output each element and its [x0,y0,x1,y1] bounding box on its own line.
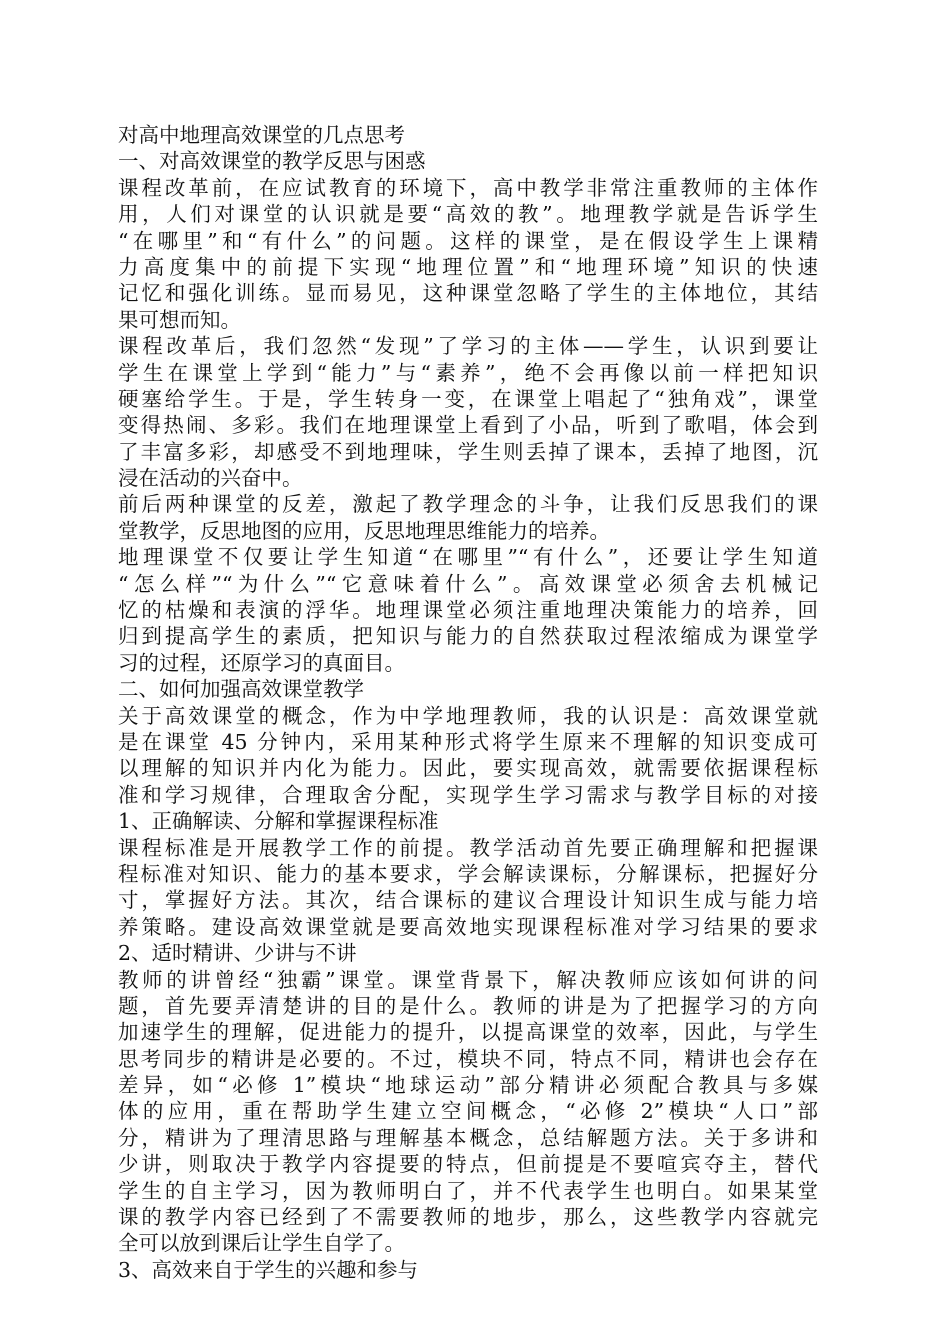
section-heading: 2、适时精讲、少讲与不讲 [118,941,357,966]
body-text-line: 变得热闹、多彩。我们在地理课堂上看到了小品，听到了歌唱，体会到 [118,413,818,438]
body-text-line: 题，首先要弄清楚讲的目的是什么。教师的讲是为了把握学习的方向 [118,993,818,1018]
body-text-line: 体的应用，重在帮助学生建立空间概念，“必修 2”模块“人口”部 [118,1099,818,1124]
body-text-line: 学生的自主学习，因为教师明白了，并不代表学生也明白。如果某堂 [118,1178,818,1203]
body-text-line: 养策略。建设高效课堂就是要高效地实现课程标准对学习结果的要求 [118,914,818,939]
section-heading: 一、对高效课堂的教学反思与困惑 [118,149,426,174]
body-text-line: 思考同步的精讲是必要的。不过，模块不同，特点不同，精讲也会存在 [118,1046,818,1071]
body-text-line: 力高度集中的前提下实现“地理位置”和“地理环境”知识的快速 [118,254,818,279]
document-title: 对高中地理高效课堂的几点思考 [118,123,405,147]
body-text-line: 课程改革前，在应试教育的环境下，高中教学非常注重教师的主体作 [118,175,818,200]
body-text-line: 用，人们对课堂的认识就是要“高效的教”。地理教学就是告诉学生 [118,202,818,227]
body-text-line: 程标准对知识、能力的基本要求，学会解读课标，分解课标，把握好分 [118,861,818,886]
body-text-line: 了丰富多彩，却感受不到地理味，学生则丢掉了课本，丢掉了地图，沉 [118,439,818,464]
body-text-line: 关于高效课堂的概念，作为中学地理教师，我的认识是：高效课堂就 [118,703,818,728]
document-page [118,122,818,1283]
body-text-line: 地理课堂不仅要让学生知道“在哪里”“有什么”，还要让学生知道 [118,545,818,570]
body-text-line: 课的教学内容已经到了不需要教师的地步，那么，这些教学内容就完 [118,1205,818,1230]
body-text-line: “怎么样”“为什么”“它意味着什么”。高效课堂必须舍去机械记 [118,571,818,596]
body-text-line: 归到提高学生的素质，把知识与能力的自然获取过程浓缩成为课堂学 [118,624,818,649]
body-text-line: 硬塞给学生。于是，学生转身一变，在课堂上唱起了“独角戏”，课堂 [118,386,818,411]
body-text-line: 分，精讲为了理清思路与理解基本概念，总结解题方法。关于多讲和 [118,1125,818,1150]
body-text-line: 差异，如“必修 1”模块“地球运动”部分精讲必须配合教具与多媒 [118,1073,818,1098]
body-text-line: 课程标准是开展教学工作的前提。教学活动首先要正确理解和把握课 [118,835,818,860]
body-text-line: 寸，掌握好方法。其次，结合课标的建议合理设计知识生成与能力培 [118,888,818,913]
body-text-line: 前后两种课堂的反差，激起了教学理念的斗争，让我们反思我们的课 [118,492,818,517]
body-text-line: 是在课堂 45 分钟内，采用某种形式将学生原来不理解的知识变成可 [118,729,818,754]
body-text-line: “在哪里”和“有什么”的问题。这样的课堂，是在假设学生上课精 [118,228,818,253]
body-text-line: 教师的讲曾经“独霸”课堂。课堂背景下，解决教师应该如何讲的问 [118,967,818,992]
section-heading: 1、正确解读、分解和掌握课程标准 [118,809,439,834]
section-heading: 3、高效来自于学生的兴趣和参与 [118,1257,419,1282]
body-text-line: 以理解的知识并内化为能力。因此，要实现高效，就需要依据课程标 [118,756,818,781]
body-text-line: 浸在活动的兴奋中。 [118,466,303,491]
body-text-line: 加速学生的理解，促进能力的提升，以提高课堂的效率，因此，与学生 [118,1020,818,1045]
body-text-line: 少讲，则取决于教学内容提要的特点，但前提是不要喧宾夺主，替代 [118,1152,818,1177]
body-text-line: 忆的枯燥和表演的浮华。地理课堂必须注重地理决策能力的培养，回 [118,598,818,623]
body-text-line: 记忆和强化训练。显而易见，这种课堂忽略了学生的主体地位，其结 [118,281,818,306]
body-text-line: 习的过程，还原学习的真面目。 [118,650,405,675]
body-text-line: 全可以放到课后让学生自学了。 [118,1231,405,1256]
body-text-line: 堂教学，反思地图的应用，反思地理思维能力的培养。 [118,518,610,543]
section-heading: 二、如何加强高效课堂教学 [118,677,364,702]
body-text-line: 果可想而知。 [118,307,241,332]
body-text-line: 准和学习规律，合理取舍分配，实现学生学习需求与教学目标的对接 [118,782,818,807]
body-text-line: 学生在课堂上学到“能力”与“素养”，绝不会再像以前一样把知识 [118,360,818,385]
body-text-line: 课程改革后，我们忽然“发现”了学习的主体——学生，认识到要让 [118,334,818,359]
